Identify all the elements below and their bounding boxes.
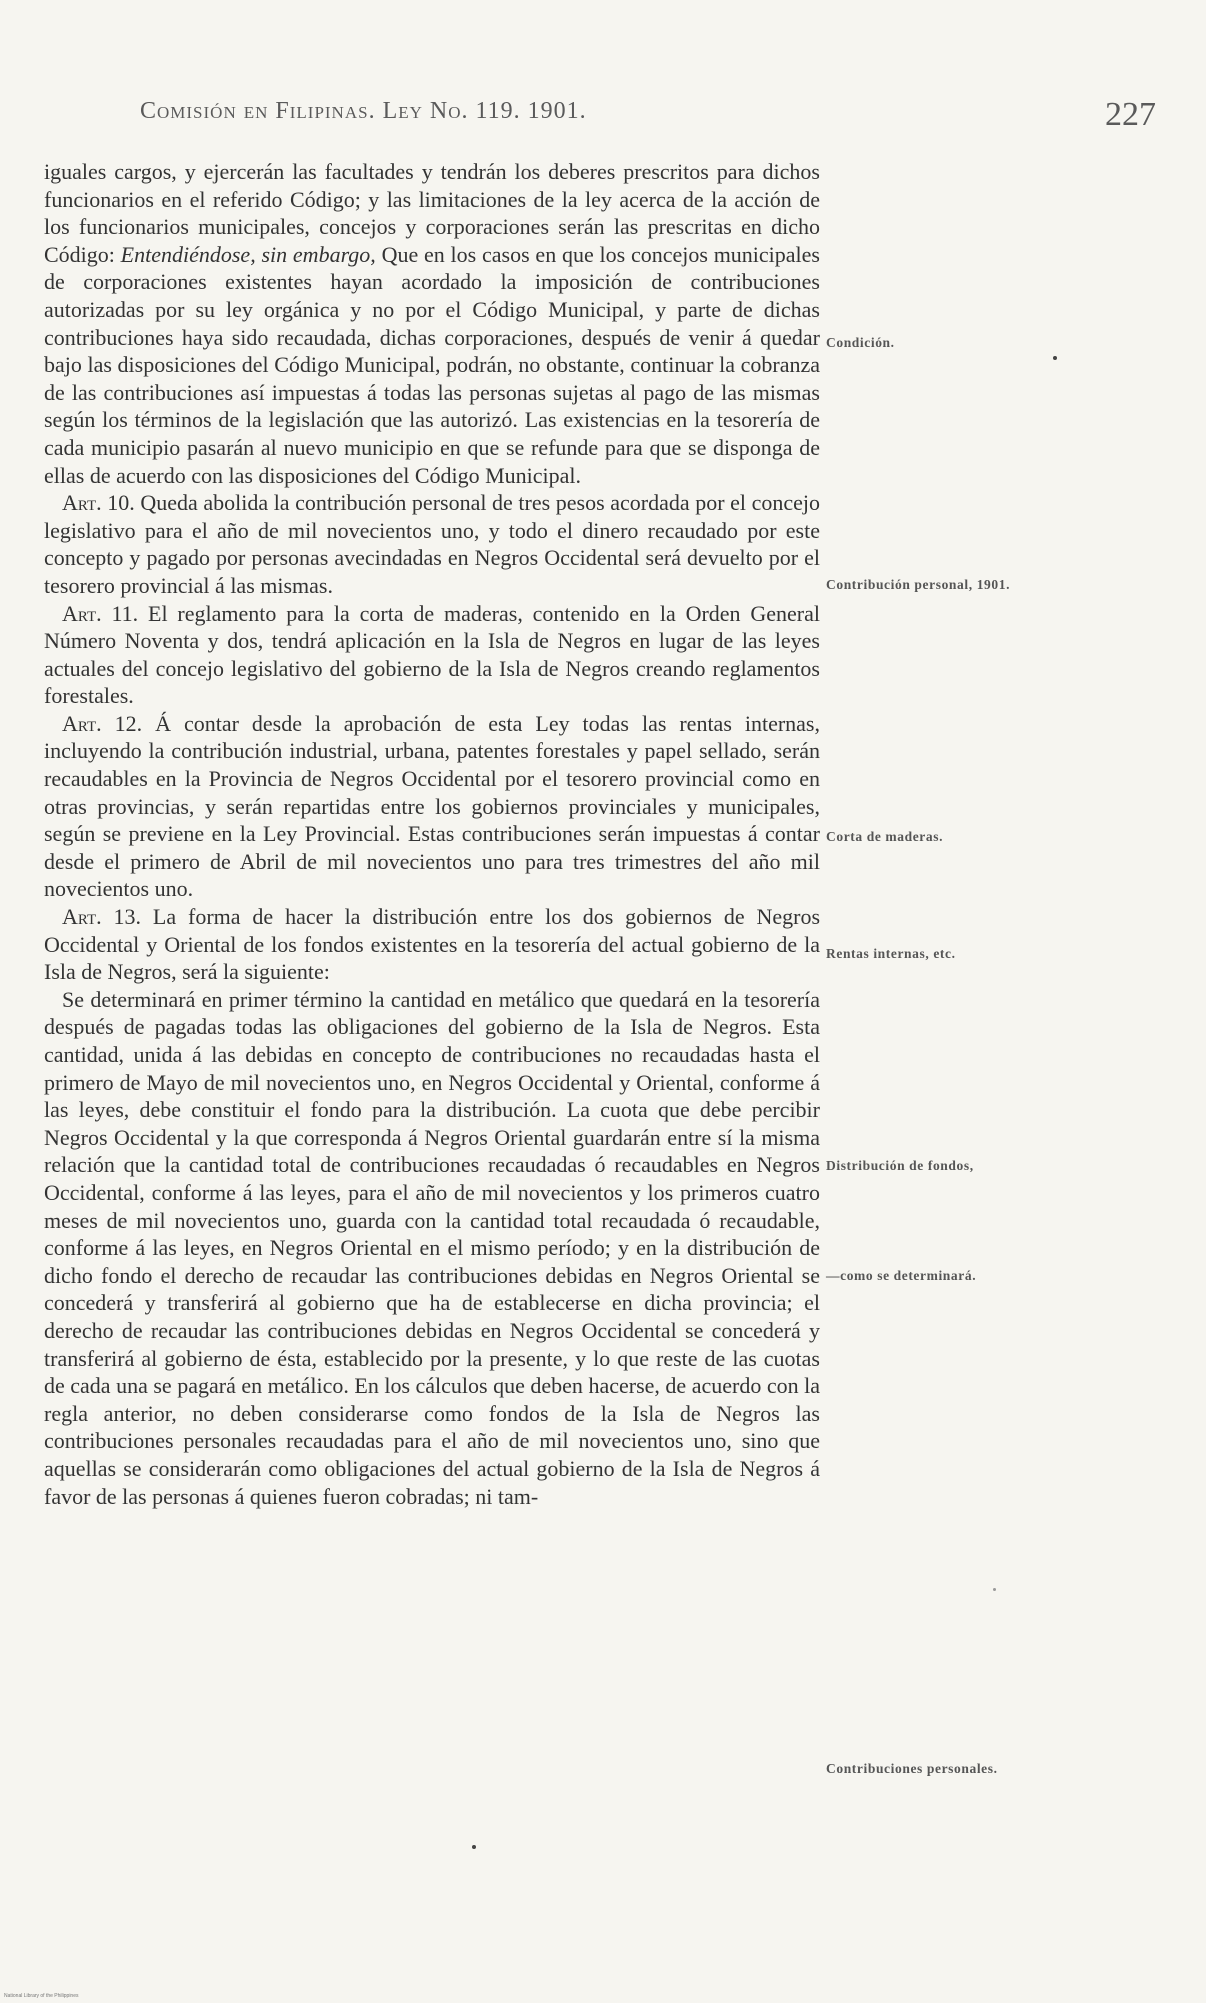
running-title: Comisión en Filipinas. Ley No. 119. 1901. (140, 98, 587, 124)
italic-proviso: Entendiéndose, sin embargo, (120, 241, 376, 267)
page-number: 227 (1105, 96, 1156, 133)
margin-note-rentas-internas: Rentas internas, etc. (826, 946, 956, 961)
speck-mark (1053, 356, 1057, 360)
article-12 (44, 710, 820, 903)
article-label: Art. 11. (62, 600, 139, 626)
margin-note-condicion: Condición. (826, 335, 895, 350)
speck-mark (993, 1588, 996, 1591)
margin-note-contribuciones-personales: Contribuciones personales. (826, 1761, 998, 1776)
article-text: Á contar desde la aprobación de esta Ley todas las rentas internas, incluyendo la contribución industrial, urbana, patentes forestales y papel sellado, serán recaudables en la Provincia de Negros Occidental por el tesorero provincial como en otras provincias, y serán repartidas entre los gobiernos provinciales y municipales, según se previene en la Ley Provincial. Estas contribuciones serán impuestas á contar desde el primero de Abril de mil novecientos uno para tres trimestres del año mil novecientos uno. (44, 710, 820, 902)
paragraph-distribution: Se determinará en primer término la cantidad en metálico que quedará en la tesorería después de pagadas todas las obligaciones del gobierno de la Isla de Negros. Esta cantidad, unida á las debidas en concepto de contribuciones no recaudadas hasta el primero de Mayo de mil novecientos uno, en Negros Occidental y Oriental, conforme á las leyes, debe constituir el fondo para la distribución. La cuota que debe percibir Negros Occidental y la que corresponda á Negros Oriental guardarán entre sí la misma relación que la cantidad total de contribuciones recaudadas ó recaudables en Negros Occidental, conforme á las leyes, para el año de mil novecientos y los primeros cuatro meses de mil novecientos uno, guarda con la cantidad total recaudada ó recaudable, conforme á las leyes, en Negros Oriental en el mismo período; y en la distribución de dicho fondo el derecho de recaudar las contribuciones debidas en Negros Oriental se concederá y transferirá al gobierno que ha de establecerse en dicha provincia; el derecho de recaudar las contribuciones debidas en Negros Occidental se concederá y transferirá al gobierno de ésta, establecido por la presente, y lo que reste de las cuotas de cada una se pagará en metálico. En los cálculos que deben hacerse, de acuerdo con la regla anterior, no deben considerarse como fondos de la Isla de Negros las contribuciones personales recaudadas para el año de mil novecientos uno, sino que aquellas se considerarán como obligaciones del actual gobierno de la Isla de Negros á favor de las personas á quienes fueron cobradas; ni tam- (44, 986, 820, 1509)
speck-mark (472, 1845, 476, 1849)
margin-note-contribucion-personal: Contribución personal, 1901. (826, 577, 1011, 592)
paragraph-continuation (44, 158, 820, 489)
article-11 (44, 600, 820, 710)
article-label: Art. 13. (62, 904, 142, 930)
margin-note-distribucion-de-fondos: Distribución de fondos, (826, 1158, 974, 1173)
paragraph-text: Que en los casos en que los concejos municipales de corporaciones existentes hayan acordado la imposición de contribuciones autorizadas por su ley orgánica y no por el Código Municipal, y parte de dichas contribuciones haya sido recaudada, dichas corporaciones, después de venir á quedar bajo las disposiciones del Código Municipal, podrán, no obstante, continuar la cobranza de las contribuciones así impuestas á todas las personas sujetas al pago de las mismas según los términos de la legislación que las autorizó. Las existencias en la tesorería de cada municipio pasarán al nuevo municipio en que se refunde para que se disponga de ellas de acuerdo con las disposiciones del Código Municipal. (44, 241, 820, 488)
article-10 (44, 489, 820, 599)
margin-note-como-se-determinara: —como se determinará. (826, 1268, 977, 1283)
article-13 (44, 903, 820, 986)
article-text: Queda abolida la contribución personal de tres pesos acordada por el concejo legislativo para el año de mil novecientos uno, y todo el dinero recaudado por este concepto y pagado por personas avecindadas en Negros Occidental será devuelto por el tesorero provincial á las mismas. (44, 490, 820, 598)
scan-footer: National Library of the Philippines (4, 1993, 79, 1999)
body-text (44, 158, 820, 1510)
article-text: La forma de hacer la distribución entre los dos gobiernos de Negros Occidental y Oriental de los fondos existentes en la tesorería del actual gobierno de la Isla de Negros, será la siguiente: (44, 904, 821, 985)
article-label: Art. 12. (62, 710, 143, 736)
paragraph-text: iguales cargos, y ejercerán las facultades y tendrán los deberes prescritos para dichos funcionarios en el referido Código; y las limitaciones de la ley acerca de la acción de los funcionarios municipales, concejos y corporaciones serán las prescritas en dicho Código: (44, 159, 820, 267)
margin-note-corta-de-maderas: Corta de maderas. (826, 829, 944, 844)
article-label: Art. 10. (62, 490, 135, 516)
article-text: El reglamento para la corta de maderas, contenido en la Orden General Número Noventa y dos, tendrá aplicación en la Isla de Negros en lugar de las leyes actuales del concejo legislativo del gobierno de la Isla de Negros creando reglamentos forestales. (44, 600, 821, 709)
